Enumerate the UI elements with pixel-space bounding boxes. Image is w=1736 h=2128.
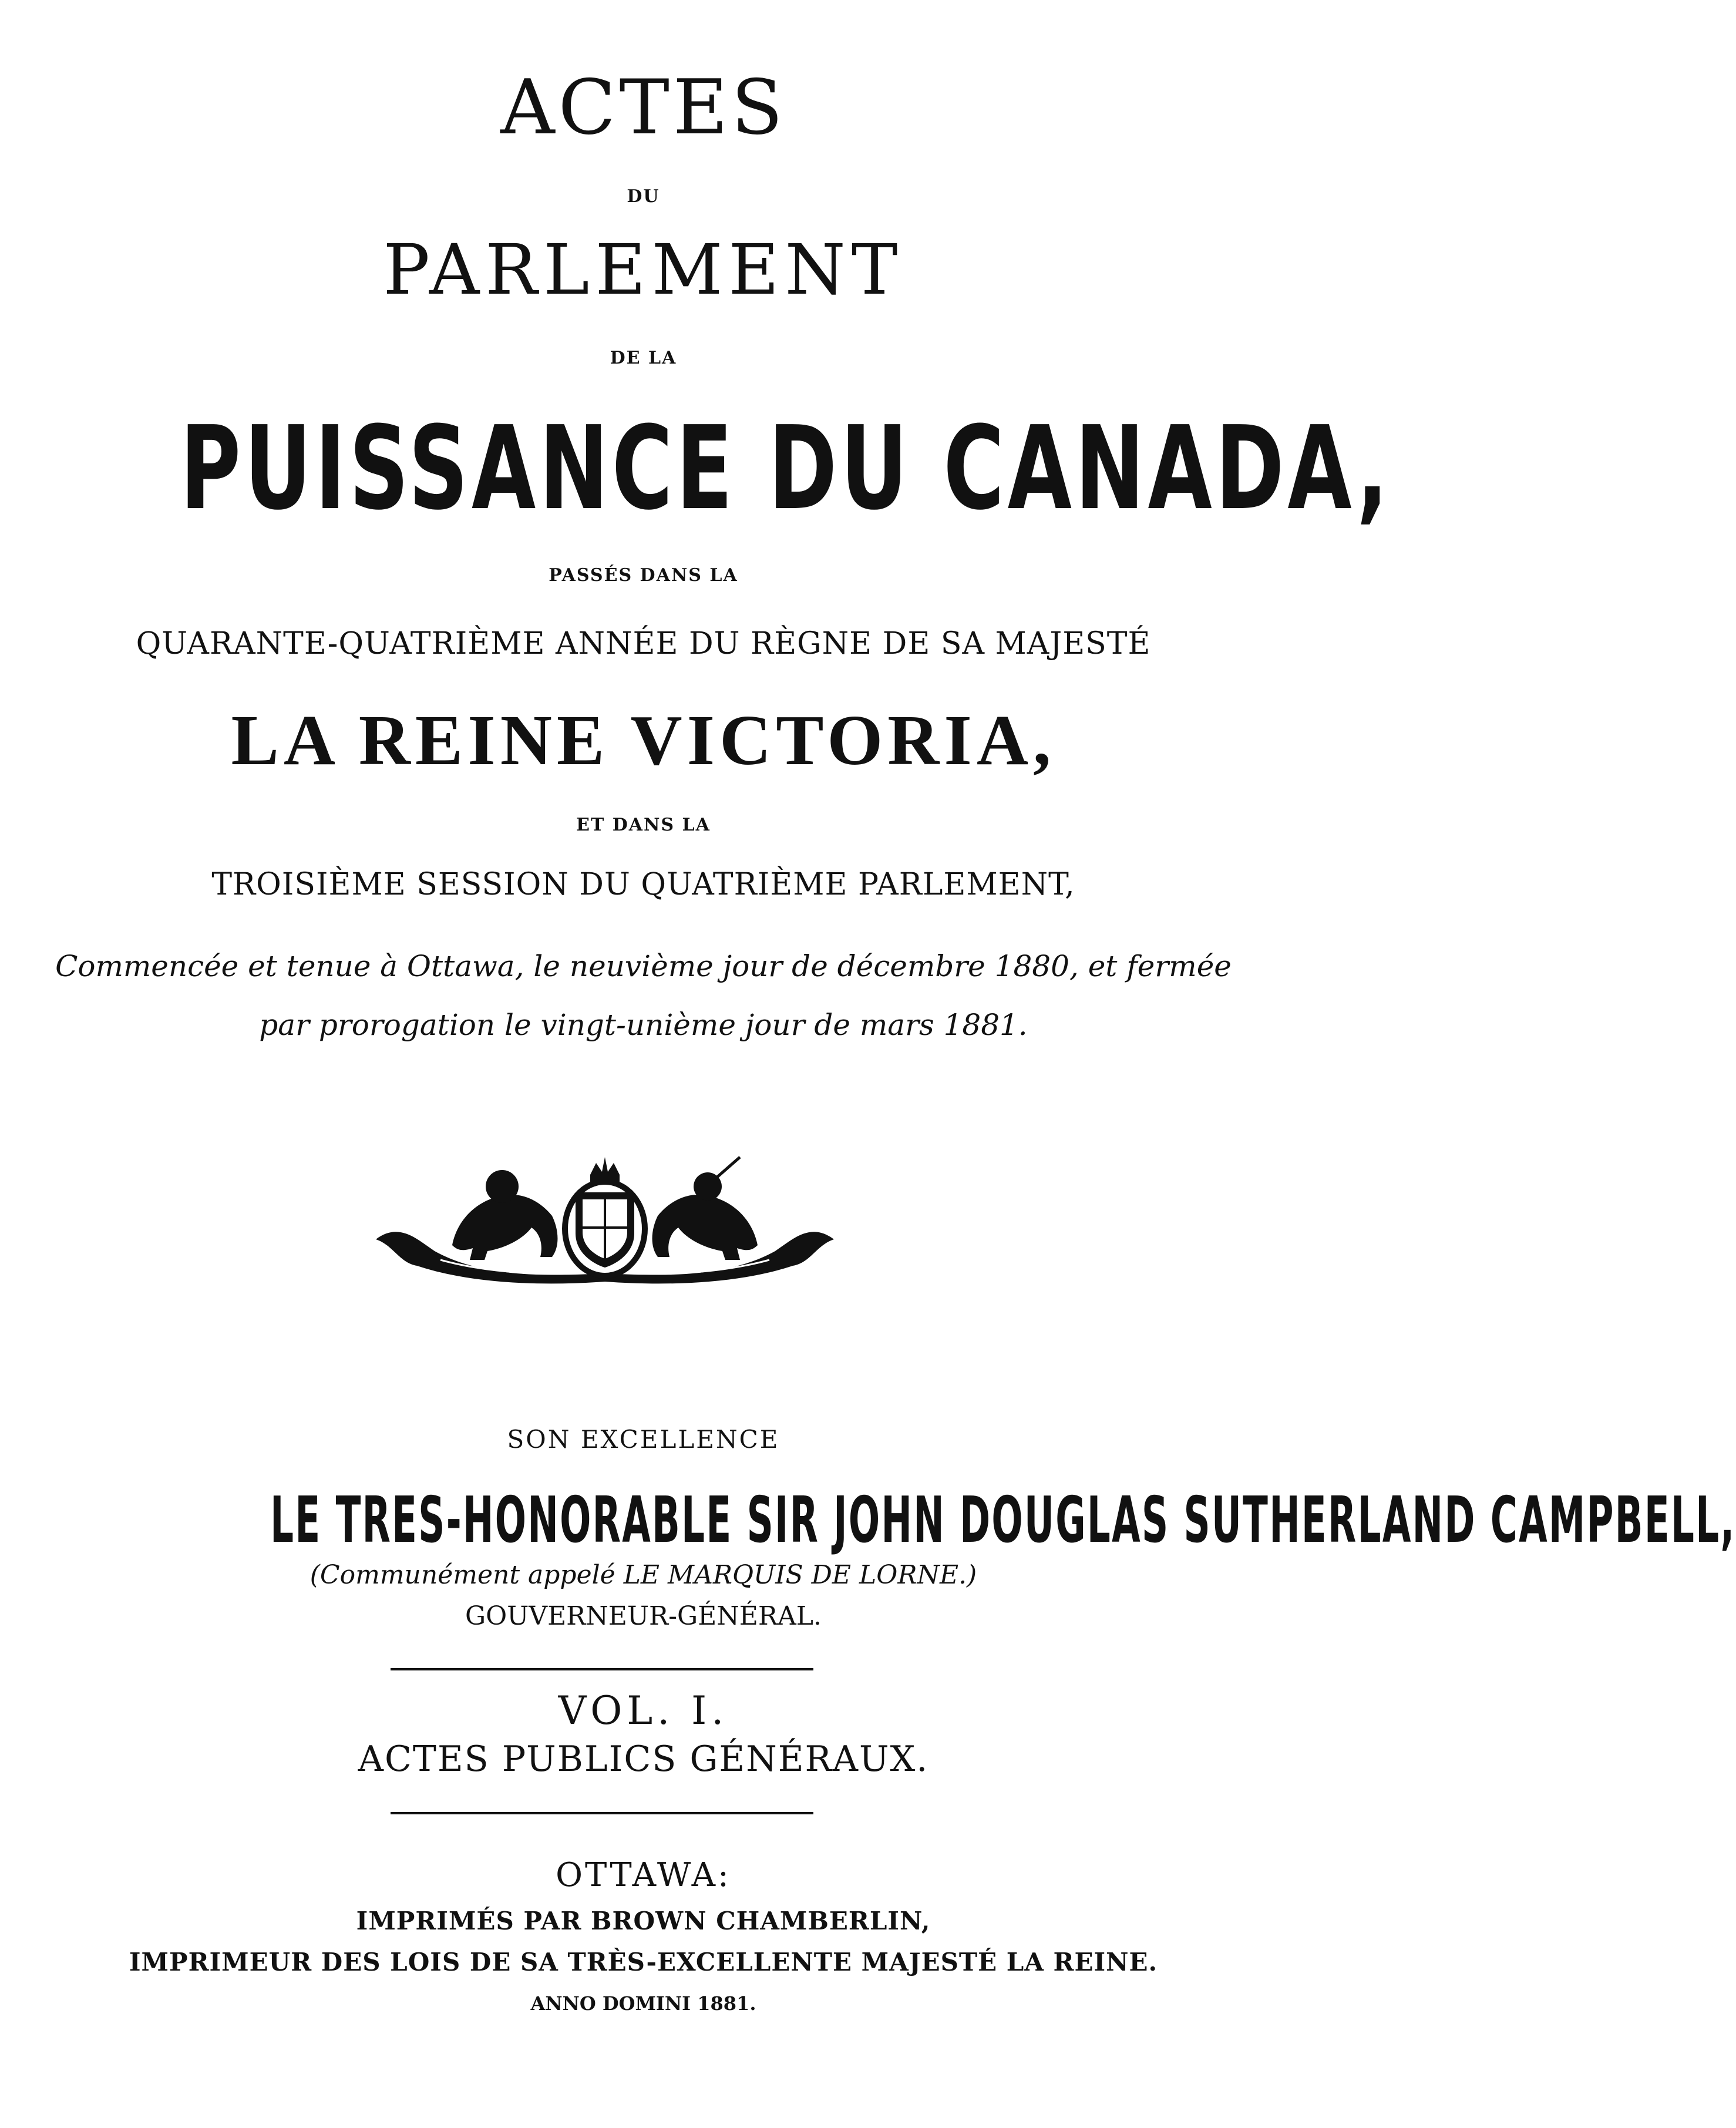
heading-actes: ACTES xyxy=(500,64,786,152)
volume-subtitle: ACTES PUBLICS GÉNÉRAUX. xyxy=(358,1739,929,1780)
governor-title: GOUVERNEUR-GÉNÉRAL. xyxy=(465,1601,822,1631)
governor-name: LE TRES-HONORABLE SIR JOHN DOUGLAS SUTHERLAND CAMPBELL, xyxy=(270,1484,1736,1557)
royal-coat-of-arms-icon xyxy=(364,1151,846,1292)
imprint-printed-by: IMPRIMÉS PAR BROWN CHAMBERLIN, xyxy=(356,1907,931,1935)
divider-bottom xyxy=(391,1812,813,1814)
divider-top xyxy=(391,1668,813,1670)
connector-du: DU xyxy=(627,186,660,207)
connector-et-dans-la: ET DANS LA xyxy=(576,815,711,835)
session-line: TROISIÈME SESSION DU QUATRIÈME PARLEMENT, xyxy=(211,867,1075,902)
connector-passes-dans-la: PASSÉS DANS LA xyxy=(549,565,738,586)
session-dates-line-1: Commencée et tenue à Ottawa, le neuvième jour de décembre 1880, et fermée xyxy=(55,949,1232,983)
heading-puissance-du-canada: PUISSANCE DU CANADA, xyxy=(180,402,1392,536)
imprint-city: OTTAWA: xyxy=(556,1856,731,1894)
son-excellence-label: SON EXCELLENCE xyxy=(507,1425,780,1454)
connector-de-la: DE LA xyxy=(610,348,677,368)
imprint-printer-line: IMPRIMEUR DES LOIS DE SA TRÈS-EXCELLENTE MAJESTÉ LA REINE. xyxy=(129,1948,1158,1976)
volume-number: VOL. I. xyxy=(558,1688,729,1733)
heading-reine-victoria: LA REINE VICTORIA, xyxy=(231,701,1056,780)
heading-parlement: PARLEMENT xyxy=(383,229,904,310)
reign-year-line: QUARANTE-QUATRIÈME ANNÉE DU RÈGNE DE SA MAJESTÉ xyxy=(136,626,1151,661)
governor-commonly-called: (Communément appelé LE MARQUIS DE LORNE.) xyxy=(309,1560,977,1590)
imprint-year: ANNO DOMINI 1881. xyxy=(530,1992,756,2015)
session-dates-line-2: par prorogation le vingt-unième jour de mars 1881. xyxy=(259,1008,1028,1042)
